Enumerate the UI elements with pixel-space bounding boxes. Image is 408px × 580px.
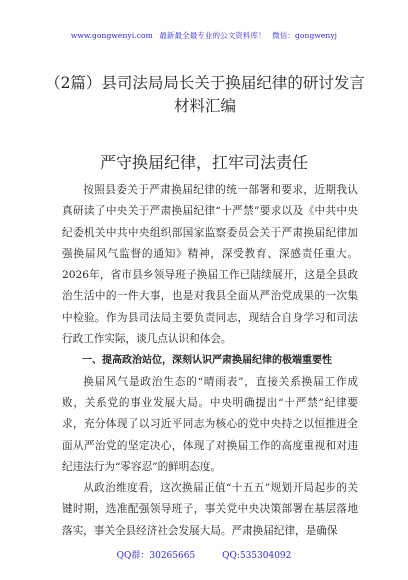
qq-number: QQ:535304092 bbox=[222, 551, 292, 561]
document-subtitle: 严守换届纪律，扛牢司法责任 bbox=[99, 153, 308, 172]
paragraph: 从政治维度看，这次换届正值“十五五”规划开局起步的关键时期，选准配强领导班子，事关党中央决策部署在基层落地落实，事关全县经济社会发展大局。严肃换届纪律，是确保 bbox=[62, 482, 358, 537]
paragraph-intro: 按照县委关于严肃换届纪律的统一部署和要求，近期我认真研读了中央关于严肃换届纪律“十严禁”要求以及《中共中央纪委机关中共中央组织部国家监察委员会关于严肃换届纪律加强换届风气监督的通知》精神，深受教育、深感责任重大。2026年，省市县乡领导班子换届工作已陆续展开，这是全县政治生活中的一件大事，也是对我县全面从严治党成果的一次集中检验。作为县司法局主要负责同志，现结合自身学习和司法行政工作实际，谈几点认识和体会。 bbox=[62, 184, 358, 346]
site-slogan: 最新最全最专业的公文资料库！ bbox=[159, 31, 266, 40]
page-footer bbox=[0, 548, 408, 561]
site-header bbox=[0, 30, 408, 41]
document-body bbox=[62, 180, 358, 542]
paragraph: 换届风气是政治生态的“晴雨表”，直接关系换届工作成败，关系党的事业发展大局。中央明确提出“十严禁”纪律要求，充分体现了以习近平同志为核心的党中央持之以恒推进全面从严治党的坚定决心，体现了对换届工作的高度重视和对违纪违法行为“零容忍”的鲜明态度。 bbox=[62, 375, 358, 473]
qq-group: QQ群：30265665 bbox=[116, 551, 196, 561]
site-url[interactable]: www.gongwenyi.com bbox=[70, 31, 153, 40]
document-title: （2篇）县司法局局长关于换届纪律的研讨发言材料汇编 bbox=[45, 74, 365, 115]
section-heading: 一、提高政治站位，深刻认识严肃换届纪律的极端重要性 bbox=[82, 355, 332, 367]
wechat-id: 微信：gongwenyj bbox=[272, 31, 338, 40]
